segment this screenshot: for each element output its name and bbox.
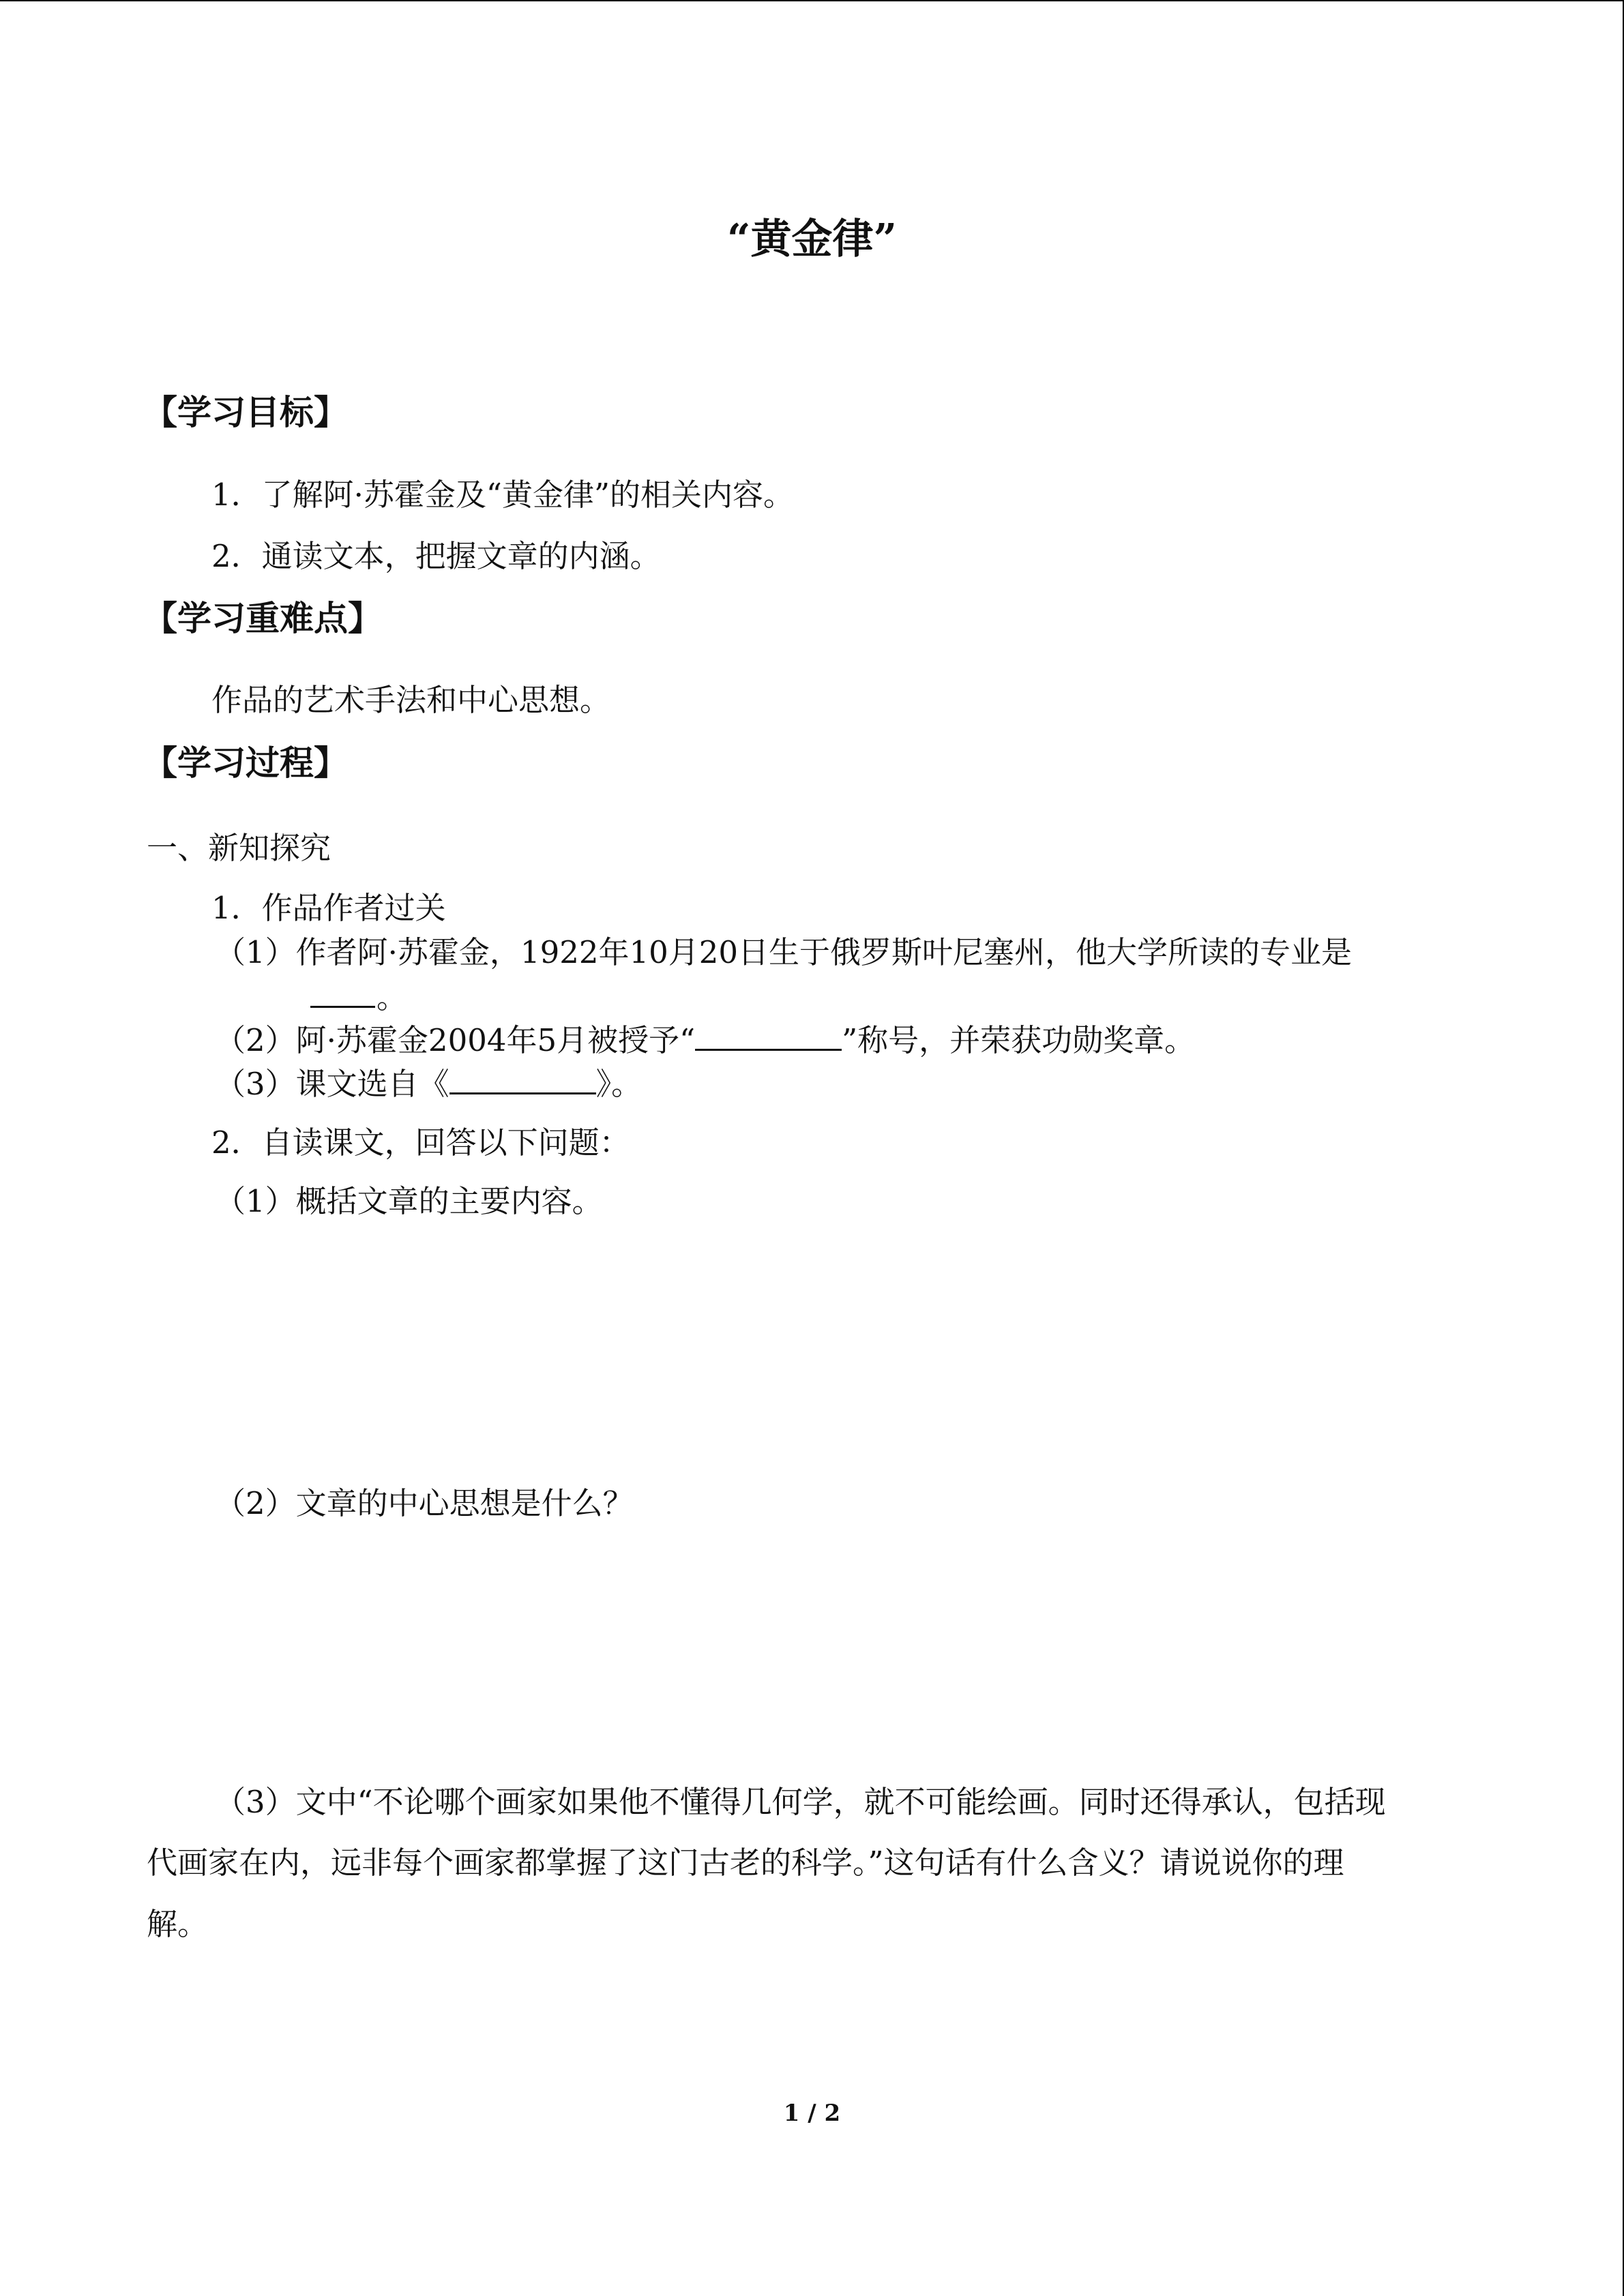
heading-key-points: 【学习重难点】	[143, 598, 382, 638]
question-1-item-2	[215, 1022, 1195, 1059]
key-points-text: 作品的艺术手法和中心思想。	[211, 682, 611, 718]
heading-learning-process: 【学习过程】	[143, 743, 348, 783]
question-1-item-3-suffix: 》。	[595, 1066, 643, 1102]
question-1-item-1: （1）作者阿·苏霍金，1922年10月20日生于俄罗斯叶尼塞州，他大学所读的专业是	[215, 934, 1352, 970]
part-one-label: 一、新知探究	[147, 830, 331, 866]
answer-blank[interactable]	[695, 1022, 842, 1051]
question-1-item-3-prefix: （3）课文选自《	[215, 1066, 449, 1102]
answer-blank[interactable]	[310, 979, 375, 1008]
question-1-item-1-blank-line	[310, 979, 407, 1016]
question-2-sub-3-line-1: （3）文中“不论哪个画家如果他不懂得几何学，就不可能绘画。同时还得承认，包括现	[215, 1784, 1386, 1820]
question-1-item-2-suffix: ”称号，并荣获功勋奖章。	[842, 1022, 1196, 1058]
question-2-sub-3-line-3: 解。	[147, 1906, 209, 1942]
page-title: “黄金律”	[726, 215, 898, 263]
answer-blank[interactable]	[449, 1065, 596, 1094]
question-2-sub-2: （2）文章的中心思想是什么？	[215, 1485, 634, 1521]
goal-item-1: 1．了解阿·苏霍金及“黄金律”的相关内容。	[211, 477, 794, 513]
heading-learning-goals: 【学习目标】	[143, 392, 348, 432]
page-number: 1 / 2	[783, 2100, 841, 2127]
question-1-item-3	[215, 1065, 642, 1103]
question-2-label: 2．自读课文，回答以下问题：	[211, 1124, 630, 1161]
goal-item-2: 2．通读文本，把握文章的内涵。	[211, 538, 661, 574]
question-2-sub-1: （1）概括文章的主要内容。	[215, 1183, 603, 1219]
punctuation: 。	[377, 979, 408, 1015]
question-2-sub-3-line-2: 代画家在内，远非每个画家都掌握了这门古老的科学。”这句话有什么含义？请说说你的理	[147, 1845, 1344, 1881]
question-1-label: 1．作品作者过关	[211, 890, 446, 926]
question-1-item-2-prefix: （2）阿·苏霍金2004年5月被授予“	[215, 1022, 696, 1058]
